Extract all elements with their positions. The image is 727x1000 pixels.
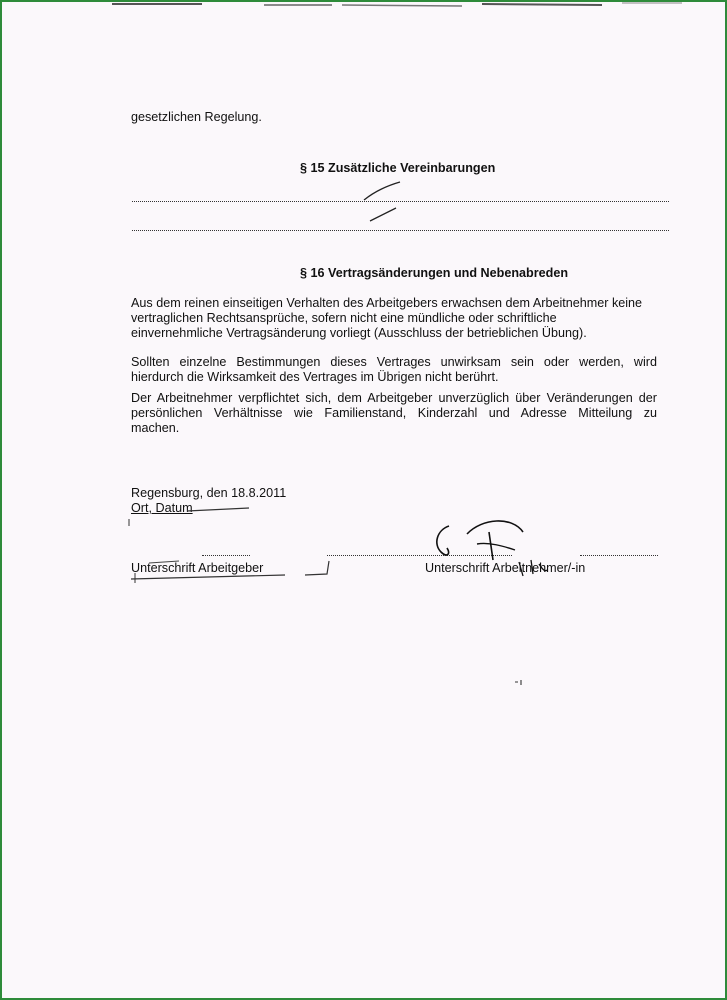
paragraph-line: persönlichen Verhältnisse wie Familienstand, Kinderzahl und Adresse Mitteilung zu — [131, 406, 657, 420]
paragraph-line: Der Arbeitnehmer verpflichtet sich, dem Arbeitgeber unverzüglich über Veränderungen der — [131, 391, 657, 405]
section-16-paragraph-1 — [131, 296, 671, 341]
carryover-text: gesetzlichen Regelung. — [131, 110, 262, 124]
section-16-paragraph-2 — [131, 355, 657, 385]
employer-stamp-lines — [127, 557, 347, 587]
strike-through-mark — [362, 178, 412, 228]
paragraph-line: vertraglichen Rechtsansprüche, sofern nicht eine mündliche oder schriftliche — [131, 311, 557, 325]
employee-sign-label: Unterschrift Arbeitnehmer/-in — [425, 561, 586, 575]
section-16-paragraph-3 — [131, 391, 657, 436]
section-16-heading: § 16 Vertragsänderungen und Nebenabreden — [300, 266, 569, 280]
paragraph-line: machen. — [131, 421, 180, 435]
handwritten-signature — [427, 514, 567, 584]
paragraph-line: Aus dem reinen einseitigen Verhalten des Arbeitgebers erwachsen dem Arbeitnehmer keine — [131, 296, 643, 310]
scan-edge-marks — [2, 2, 727, 14]
section-15-blank-line-2 — [132, 230, 669, 231]
paragraph-line: Sollten einzelne Bestimmungen dieses Vertrages unwirksam sein oder werden, wird — [131, 355, 657, 369]
place-date-value: Regensburg, den 18.8.2011 — [131, 486, 287, 500]
scan-speck — [514, 678, 526, 686]
paragraph-line: hierdurch die Wirksamkeit des Vertrages im Übrigen nicht berührt. — [131, 370, 499, 384]
paragraph-line: einvernehmliche Vertragsänderung vorliegt (Ausschluss der betrieblichen Übung). — [131, 326, 587, 340]
section-15-heading: § 15 Zusätzliche Vereinbarungen — [300, 161, 496, 175]
employee-sign-line-2 — [580, 555, 658, 556]
employer-sign-label: Unterschrift Arbeitgeber — [131, 561, 264, 575]
employer-sign-line — [202, 555, 250, 556]
place-date-label: Ort, Datum — [131, 501, 193, 515]
place-date-line — [187, 502, 257, 522]
